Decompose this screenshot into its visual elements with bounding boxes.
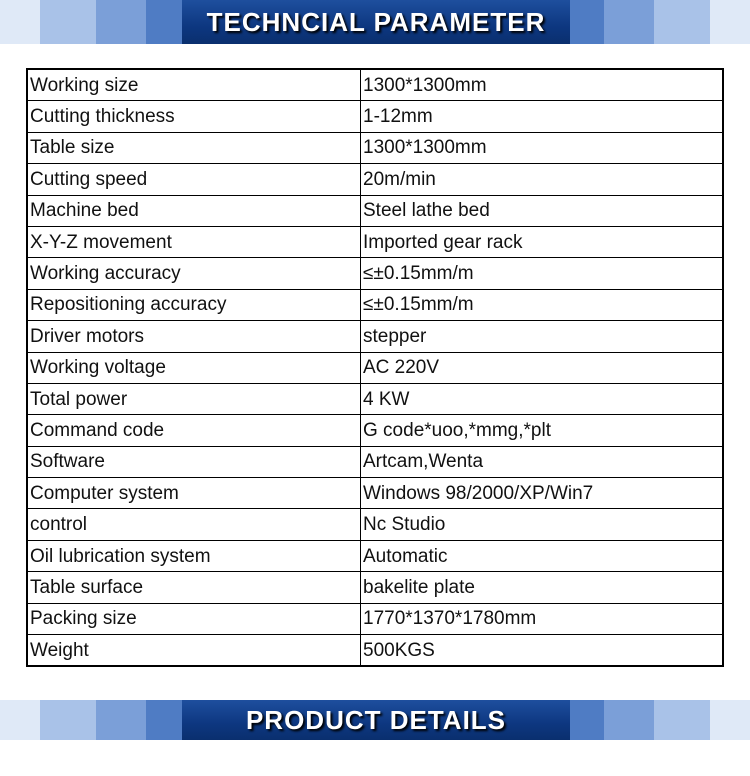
parameter-label: Working size [27, 69, 361, 101]
table-row [27, 415, 723, 446]
table-row [27, 572, 723, 603]
parameter-label: Cutting thickness [27, 101, 361, 132]
banner-stripe [96, 700, 146, 740]
parameter-value: 4 KW [361, 383, 724, 414]
banner-stripe [604, 700, 654, 740]
parameter-value: stepper [361, 321, 724, 352]
parameter-label: Driver motors [27, 321, 361, 352]
banner-stripe [146, 0, 182, 44]
section-title: TECHNCIAL PARAMETER [206, 6, 546, 37]
parameter-label: Computer system [27, 478, 361, 509]
table-row [27, 635, 723, 667]
parameter-value: Automatic [361, 540, 724, 571]
parameter-value: Nc Studio [361, 509, 724, 540]
parameter-label: Weight [27, 635, 361, 667]
parameter-label: Command code [27, 415, 361, 446]
banner-stripe [40, 700, 96, 740]
table-row [27, 383, 723, 414]
parameter-label: Machine bed [27, 195, 361, 226]
parameter-value: 500KGS [361, 635, 724, 667]
parameter-value: ≤±0.15mm/m [361, 289, 724, 320]
parameter-value: Windows 98/2000/XP/Win7 [361, 478, 724, 509]
table-row [27, 195, 723, 226]
banner-stripe [0, 0, 40, 44]
banner-stripe [96, 0, 146, 44]
parameter-label: Working voltage [27, 352, 361, 383]
parameter-label: Total power [27, 383, 361, 414]
banner-stripe [710, 700, 750, 740]
header-banner [0, 0, 750, 44]
parameter-value: 1-12mm [361, 101, 724, 132]
parameter-value: Artcam,Wenta [361, 446, 724, 477]
parameter-value: G code*uoo,*mmg,*plt [361, 415, 724, 446]
parameter-value: Steel lathe bed [361, 195, 724, 226]
parameter-label: Oil lubrication system [27, 540, 361, 571]
header-banner-center [182, 0, 570, 44]
footer-banner-center [182, 700, 570, 740]
technical-parameter-table [26, 68, 724, 667]
table-row [27, 226, 723, 257]
table-row [27, 478, 723, 509]
parameter-label: X-Y-Z movement [27, 226, 361, 257]
parameter-value: Imported gear rack [361, 226, 724, 257]
banner-stripe [604, 0, 654, 44]
parameter-label: Cutting speed [27, 164, 361, 195]
parameter-label: Packing size [27, 603, 361, 634]
table-row [27, 164, 723, 195]
parameter-value: 20m/min [361, 164, 724, 195]
table-row [27, 69, 723, 101]
table-row [27, 101, 723, 132]
table-row [27, 132, 723, 163]
parameter-value: AC 220V [361, 352, 724, 383]
parameter-value: 1300*1300mm [361, 132, 724, 163]
parameter-label: Repositioning accuracy [27, 289, 361, 320]
parameter-value: 1770*1370*1780mm [361, 603, 724, 634]
banner-stripe [710, 0, 750, 44]
table-row [27, 258, 723, 289]
table-row [27, 603, 723, 634]
table-row [27, 540, 723, 571]
banner-stripe [146, 700, 182, 740]
section-title: PRODUCT DETAILS [245, 704, 507, 735]
banner-stripe [654, 0, 710, 44]
parameter-label: control [27, 509, 361, 540]
parameter-label: Table surface [27, 572, 361, 603]
table-row [27, 446, 723, 477]
parameter-value: 1300*1300mm [361, 69, 724, 101]
table-row [27, 509, 723, 540]
banner-stripe [0, 700, 40, 740]
parameter-value: ≤±0.15mm/m [361, 258, 724, 289]
banner-stripe [570, 0, 604, 44]
table-row [27, 289, 723, 320]
parameter-label: Software [27, 446, 361, 477]
parameter-label: Working accuracy [27, 258, 361, 289]
banner-stripe [40, 0, 96, 44]
table-row [27, 352, 723, 383]
table-row [27, 321, 723, 352]
footer-banner [0, 700, 750, 740]
banner-stripe [654, 700, 710, 740]
parameter-value: bakelite plate [361, 572, 724, 603]
parameter-label: Table size [27, 132, 361, 163]
banner-stripe [570, 700, 604, 740]
